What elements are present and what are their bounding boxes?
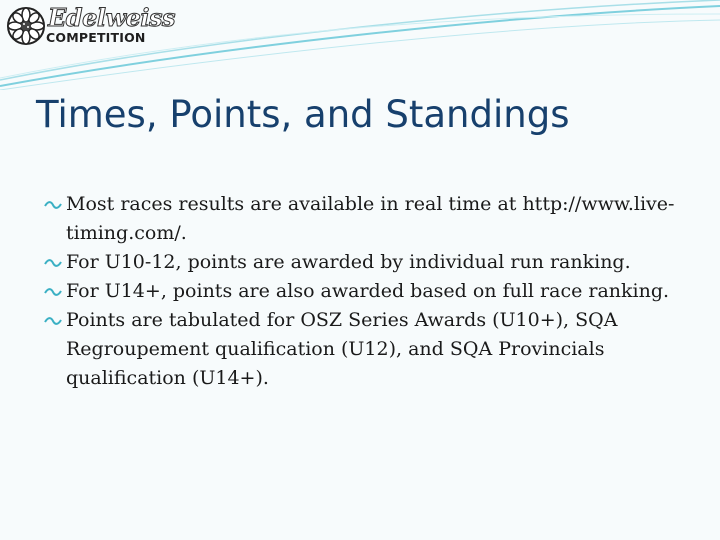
bullet-item (42, 248, 682, 277)
bullet-item (42, 277, 682, 306)
bullet-text: For U10-12, points are awarded by individual run ranking. (66, 251, 631, 273)
edelweiss-flower-icon (6, 6, 46, 46)
bullet-list (42, 190, 682, 393)
bullet-text: Points are tabulated for OSZ Series Awards (U10+), SQA Regroupement qualification (U12), and SQA Provincials qualification (U14+). (66, 309, 618, 389)
bullet-text: Most races results are available in real time at http://www.live-timing.com/. (66, 193, 675, 244)
bullet-item (42, 306, 682, 393)
logo-subtitle: COMPETITION (46, 30, 146, 45)
logo (4, 3, 176, 48)
wave-bullet-icon (44, 259, 62, 268)
wave-bullet-icon (44, 317, 62, 326)
logo-script-text: Edelweiss (48, 3, 176, 32)
wave-bullet-icon (44, 201, 62, 210)
bullet-text: For U14+, points are also awarded based on full race ranking. (66, 280, 670, 302)
slide-title: Times, Points, and Standings (36, 93, 570, 136)
bullet-item (42, 190, 682, 248)
wave-bullet-icon (44, 288, 62, 297)
